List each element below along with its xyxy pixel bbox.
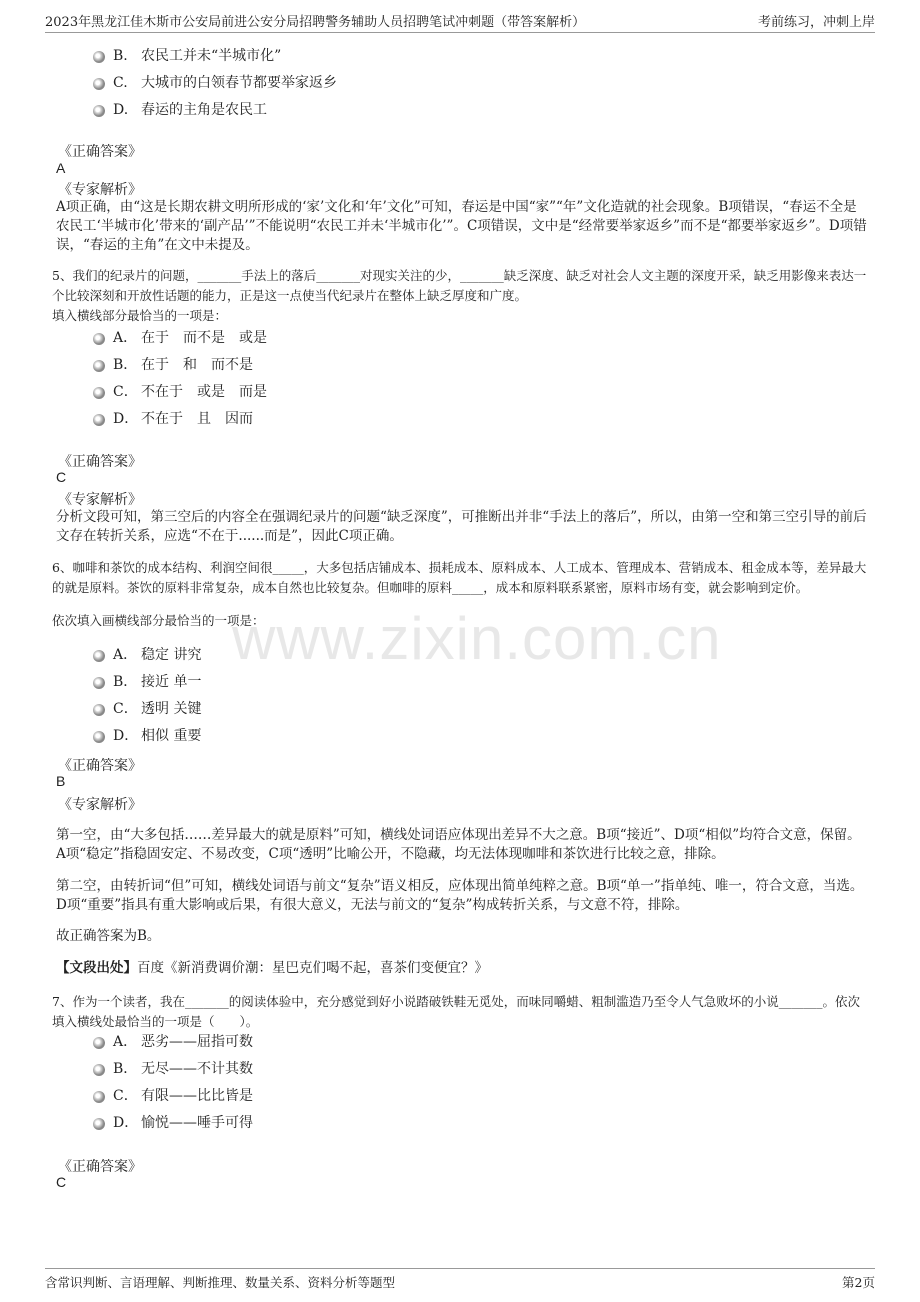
- q4-analysis: A项正确，由“这是长期农耕文明所形成的‘家’文化和‘年’文化”可知，春运是中国“家”“年”文化造就的社会现象。B项错误，“春运不全是农民工‘半城市化’带来的‘副产品’”不能说明“农民工并未‘半城市化’”。C项错误，文中是“经常要举家返乡”而不是“都要举家返乡”。D项错误，“春运的主角”在文中未提及。: [56, 199, 867, 253]
- q7-option-c[interactable]: C． 有限——比比皆是: [93, 1086, 253, 1106]
- q6-prompt: 依次填入画横线部分最恰当的一项是：: [52, 613, 265, 628]
- source-text: 百度《新消费调价潮：星巴克们喝不起，喜茶们变便宜？》: [137, 960, 488, 976]
- q4-answer-title: 《正确答案》: [58, 144, 142, 160]
- radio-icon[interactable]: [93, 414, 105, 426]
- q4-analysis-title: 《专家解析》: [58, 182, 142, 198]
- q7-option-a[interactable]: A． 恶劣——屈指可数: [93, 1032, 253, 1052]
- q6-option-a[interactable]: A． 稳定 讲究: [93, 645, 201, 665]
- q6-analysis-p1: 第一空，由“大多包括……差异最大的就是原料”可知，横线处词语应体现出差异不大之意。B项“接近”、D项“相似”均符合文意，保留。A项“稳定”指稳固安定、不易改变，C项“透明”比喻公开，不隐藏，均无法体现咖啡和茶饮进行比较之意，排除。: [56, 827, 861, 862]
- q6-option-d[interactable]: D． 相似 重要: [93, 726, 201, 746]
- q6-analysis-p3: 故正确答案为B。: [56, 928, 161, 944]
- radio-icon[interactable]: [93, 1118, 105, 1130]
- q6-option-c[interactable]: C． 透明 关键: [93, 699, 201, 719]
- q6-analysis-p2: 第二空，由转折词“但”可知，横线处词语与前文“复杂”语义相反，应体现出简单纯粹之意。B项“单一”指单纯、唯一，符合文意，当选。D项“重要”指具有重大影响或后果，有很大意义，无法与前文的“复杂”构成转折关系，与文意不符，排除。: [56, 878, 864, 913]
- q6-analysis-title: 《专家解析》: [58, 797, 142, 813]
- q7-stem: 7、作为一个读者，我在_______的阅读体验中，充分感觉到好小说踏破铁鞋无觅处，而味同嚼蜡、粗制滥造乃至令人气急败坏的小说_______。依次填入横线处最恰当的一项是（ ）。: [52, 994, 860, 1029]
- q5-stem: 5、我们的纪录片的问题，_______手法上的落后_______对现实关注的少，_______缺乏深度、缺乏对社会人文主题的深度开采，缺乏用影像来表达一个比较深刻和开放性话题的能力，正是这一点使当代纪录片在整体上缺乏厚度和广度。: [52, 268, 867, 303]
- radio-icon[interactable]: [93, 360, 105, 372]
- source-label: 【文段出处】: [56, 960, 137, 976]
- page-number: 第2页: [842, 1275, 875, 1290]
- radio-icon[interactable]: [93, 105, 105, 117]
- q5-option-a[interactable]: A． 在于 而不是 或是: [93, 328, 267, 348]
- q7-answer-title: 《正确答案》: [58, 1159, 142, 1175]
- q6-answer-title: 《正确答案》: [58, 758, 142, 774]
- radio-icon[interactable]: [93, 387, 105, 399]
- q5-option-c[interactable]: C． 不在于 或是 而是: [93, 382, 267, 402]
- page-header: [45, 8, 875, 33]
- radio-icon[interactable]: [93, 51, 105, 63]
- radio-icon[interactable]: [93, 78, 105, 90]
- q7-answer: C: [56, 1174, 67, 1190]
- q4-option-c[interactable]: C. 大城市的白领春节都要举家返乡: [93, 73, 337, 93]
- radio-icon[interactable]: [93, 704, 105, 716]
- radio-icon[interactable]: [93, 1064, 105, 1076]
- page-footer: [45, 1268, 875, 1291]
- q6-answer: B: [56, 773, 66, 789]
- q5-analysis: 分析文段可知，第三空后的内容全在强调纪录片的问题“缺乏深度”，可推断出并非“手法上的落后”，所以，由第一空和第三空引导的前后文存在转折关系，应选“不在于......而是”，因此C项正确。: [56, 509, 867, 544]
- q5-option-b[interactable]: B． 在于 和 而不是: [93, 355, 253, 375]
- radio-icon[interactable]: [93, 677, 105, 689]
- q4-option-b[interactable]: B. 农民工并未“半城市化”: [93, 46, 281, 66]
- footer-topics: 含常识判断、言语理解、判断推理、数量关系、资料分析等题型: [45, 1275, 396, 1290]
- q7-option-b[interactable]: B． 无尽——不计其数: [93, 1059, 253, 1079]
- radio-icon[interactable]: [93, 650, 105, 662]
- q4-option-d[interactable]: D. 春运的主角是农民工: [93, 100, 267, 120]
- radio-icon[interactable]: [93, 731, 105, 743]
- q5-option-d[interactable]: D． 不在于 且 因而: [93, 409, 253, 429]
- q6-option-b[interactable]: B． 接近 单一: [93, 672, 201, 692]
- q7-option-d[interactable]: D． 愉悦——唾手可得: [93, 1113, 253, 1133]
- radio-icon[interactable]: [93, 1091, 105, 1103]
- q5-answer-title: 《正确答案》: [58, 454, 142, 470]
- q5-analysis-title: 《专家解析》: [58, 492, 142, 508]
- radio-icon[interactable]: [93, 1037, 105, 1049]
- q6-source: [56, 959, 868, 978]
- q5-prompt: 填入横线部分最恰当的一项是：: [52, 308, 228, 323]
- document-title: 2023年黑龙江佳木斯市公安局前进公安分局招聘警务辅助人员招聘笔试冲刺题（带答案解析）: [45, 15, 586, 30]
- q4-answer: A: [56, 160, 66, 176]
- radio-icon[interactable]: [93, 333, 105, 345]
- watermark: www.zixin.com.cn: [232, 605, 722, 672]
- q6-stem: 6、咖啡和茶饮的成本结构、利润空间很_____，大多包括店铺成本、损耗成本、原料成本、人工成本、管理成本、营销成本、租金成本等，差异最大的就是原料。茶饮的原料非常复杂，成本自然也比较复杂。但咖啡的原料_____，成本和原料联系紧密，原料市场有变，就会影响到定价。: [52, 560, 867, 595]
- q5-answer: C: [56, 469, 67, 485]
- header-slogan: 考前练习，冲刺上岸: [757, 15, 875, 30]
